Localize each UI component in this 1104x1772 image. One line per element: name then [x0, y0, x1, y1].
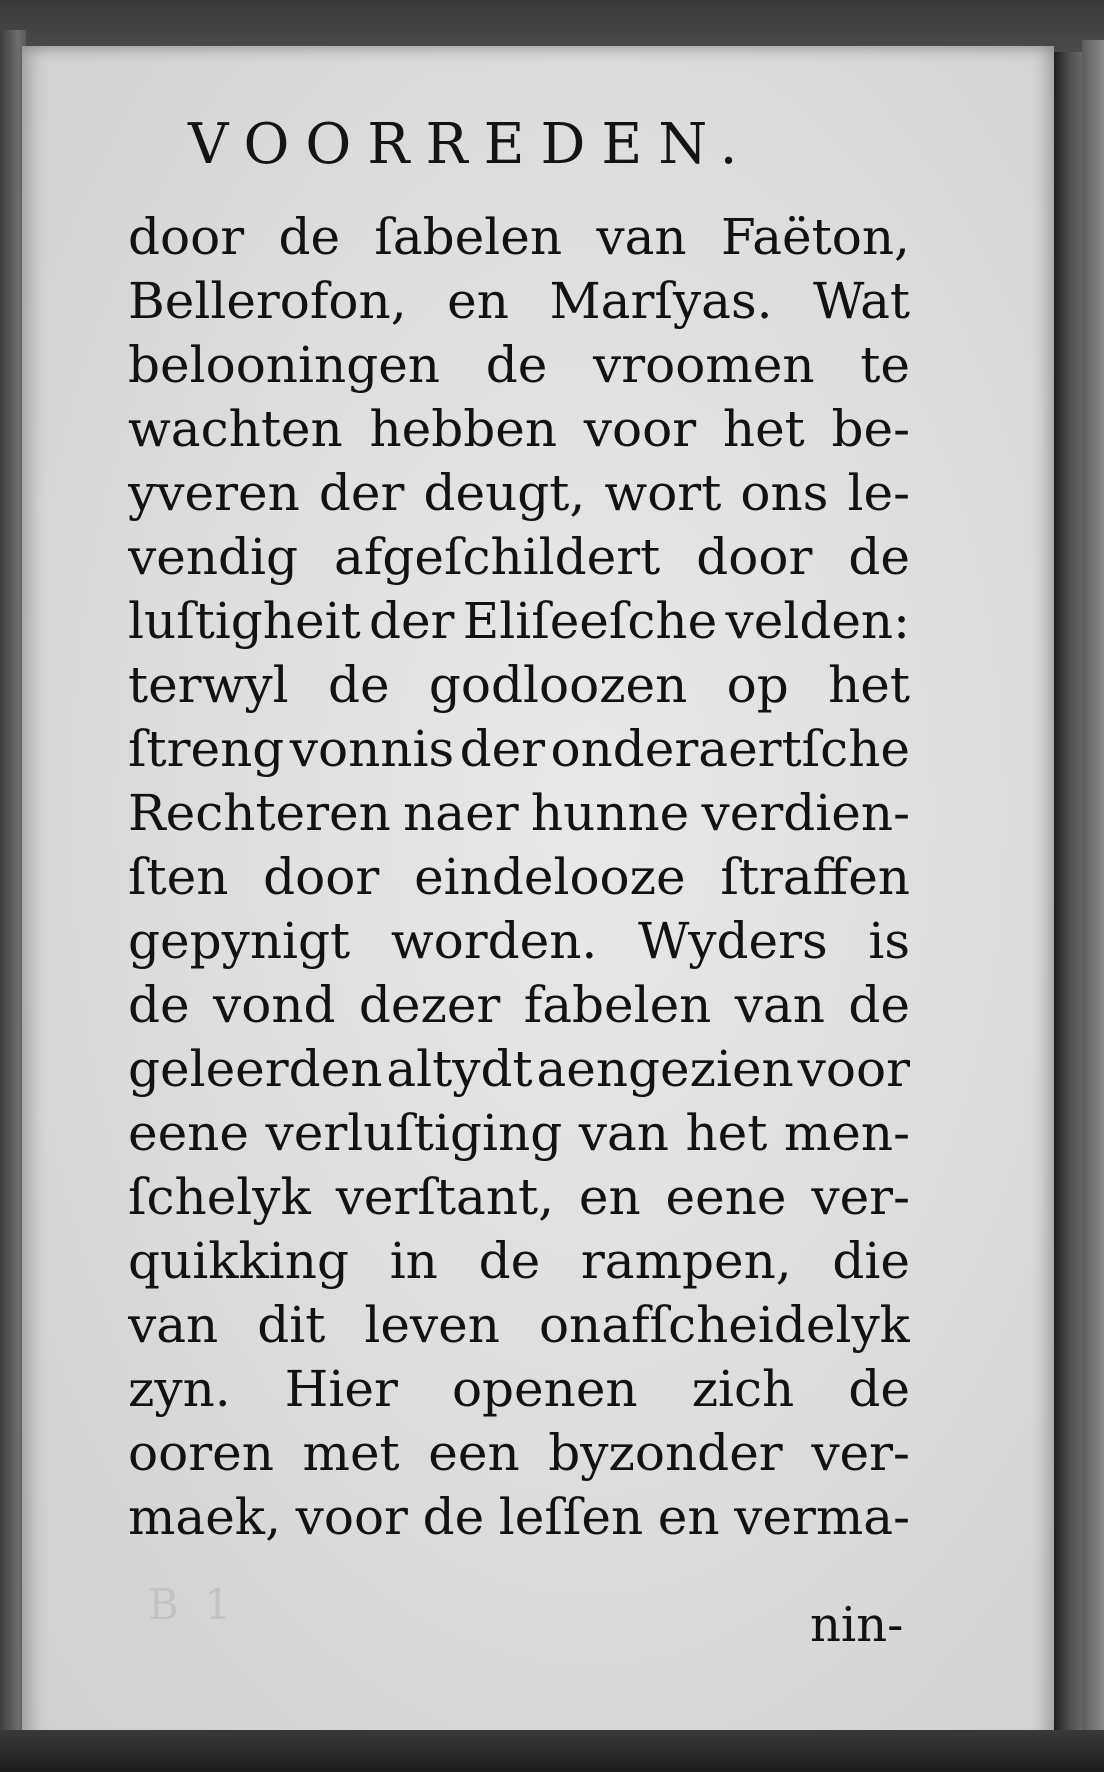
word: onafſcheidelyk [538, 1296, 910, 1354]
word: le- [847, 464, 910, 522]
word: velden: [725, 592, 910, 650]
word: voor [797, 1040, 910, 1098]
word: en [657, 1488, 720, 1546]
word: die [832, 1232, 910, 1290]
word: terwyl [128, 656, 289, 714]
word: maek, [128, 1488, 282, 1546]
word: de [327, 656, 390, 714]
word: deugt, [423, 464, 586, 522]
text-line [128, 909, 910, 973]
word: te [860, 336, 910, 394]
word: wort [604, 464, 722, 522]
word: een [428, 1424, 520, 1482]
word: yveren [128, 464, 300, 522]
word: Eliſeeſche [462, 592, 718, 650]
text-line [128, 973, 910, 1037]
word: ver- [811, 1424, 910, 1482]
text-line [128, 525, 910, 589]
signature-mark: B 1 [148, 1580, 237, 1629]
word: de [478, 1232, 541, 1290]
scan-backdrop-top [0, 0, 1104, 52]
text-line [128, 397, 910, 461]
word: door [263, 848, 380, 906]
word: en [578, 1168, 641, 1226]
word: Rechteren [128, 784, 391, 842]
word: zich [691, 1360, 795, 1418]
word: verſtant, [335, 1168, 555, 1226]
word: afgeſchildert [334, 528, 661, 586]
word: Hier [284, 1360, 398, 1418]
word: be- [831, 400, 910, 458]
word: der [368, 592, 455, 650]
text-line [128, 1229, 910, 1293]
word: voor [583, 400, 697, 458]
word: van [596, 208, 687, 266]
word: ſtreng [128, 720, 285, 778]
word: onderaertſche [550, 720, 910, 778]
book-fore-edge-highlight [1082, 40, 1104, 1772]
word: Faëton, [720, 208, 910, 266]
word: dezer [358, 976, 501, 1034]
word: altydt [386, 1040, 533, 1098]
word: Wyders [637, 912, 828, 970]
word: het [722, 400, 805, 458]
word: eene [665, 1168, 787, 1226]
word: ſten [128, 848, 229, 906]
word: de [278, 208, 341, 266]
word: ooren [128, 1424, 274, 1482]
word: men- [783, 1104, 910, 1162]
text-line [128, 653, 910, 717]
word: verdien- [701, 784, 910, 842]
word: belooningen [128, 336, 440, 394]
text-line [128, 269, 910, 333]
word: Bellerofon, [128, 272, 407, 330]
word: hebben [369, 400, 558, 458]
word: naer [403, 784, 519, 842]
word: op [726, 656, 789, 714]
word: de [848, 528, 910, 586]
text-line [128, 333, 910, 397]
word: van [578, 1104, 669, 1162]
word: geleerden [128, 1040, 383, 1098]
word: Marſyas. [549, 272, 773, 330]
text-line [128, 1485, 910, 1549]
text-line [128, 205, 910, 269]
text-line [128, 1421, 910, 1485]
word: rampen, [580, 1232, 792, 1290]
word: vroomen [593, 336, 815, 394]
word: ver- [811, 1168, 910, 1226]
word: de [128, 976, 190, 1034]
text-line [128, 589, 910, 653]
word: door [696, 528, 813, 586]
word: byzonder [548, 1424, 783, 1482]
word: gepynigt [128, 912, 351, 970]
word: vonnis [289, 720, 455, 778]
word: aengezien [536, 1040, 794, 1098]
word: ſabelen [374, 208, 563, 266]
word: worden. [390, 912, 598, 970]
word: ſchelyk [128, 1168, 311, 1226]
word: verma- [734, 1488, 910, 1546]
catchword: nin- [810, 1597, 904, 1653]
text-line [128, 717, 910, 781]
word: vond [212, 976, 336, 1034]
body-text [128, 205, 910, 1549]
scan-backdrop-bottom [0, 1730, 1104, 1772]
word: met [302, 1424, 400, 1482]
word: is [868, 912, 910, 970]
word: Wat [813, 272, 910, 330]
text-line [128, 1165, 910, 1229]
word: in [389, 1232, 438, 1290]
text-line [128, 461, 910, 525]
text-line [128, 781, 910, 845]
word: de [422, 1488, 485, 1546]
running-title: VOORREDEN. [188, 112, 754, 177]
text-line [128, 1293, 910, 1357]
word: van [128, 1296, 219, 1354]
word: zyn. [128, 1360, 231, 1418]
word: de [848, 976, 910, 1034]
word: der [459, 720, 546, 778]
word: vendig [128, 528, 299, 586]
word: godloozen [428, 656, 688, 714]
text-line [128, 1101, 910, 1165]
word: ons [740, 464, 829, 522]
word: openen [451, 1360, 638, 1418]
word: de [848, 1360, 910, 1418]
word: ſtraffen [720, 848, 910, 906]
word: en [447, 272, 509, 330]
word: hunne [530, 784, 690, 842]
word: voor [295, 1488, 408, 1546]
word: der [318, 464, 405, 522]
word: fabelen [523, 976, 712, 1034]
word: eene [128, 1104, 249, 1162]
word: dit [257, 1296, 326, 1354]
word: leſſen [498, 1488, 644, 1546]
word: wachten [128, 400, 343, 458]
word: van [734, 976, 826, 1034]
word: door [128, 208, 245, 266]
text-line [128, 1357, 910, 1421]
word: de [485, 336, 548, 394]
word: verluſtiging [265, 1104, 563, 1162]
word: luſtigheit [128, 592, 361, 650]
word: leven [364, 1296, 500, 1354]
word: eindelooze [414, 848, 686, 906]
text-line [128, 845, 910, 909]
text-line [128, 1037, 910, 1101]
word: het [828, 656, 910, 714]
word: quikking [128, 1232, 349, 1290]
word: het [685, 1104, 768, 1162]
